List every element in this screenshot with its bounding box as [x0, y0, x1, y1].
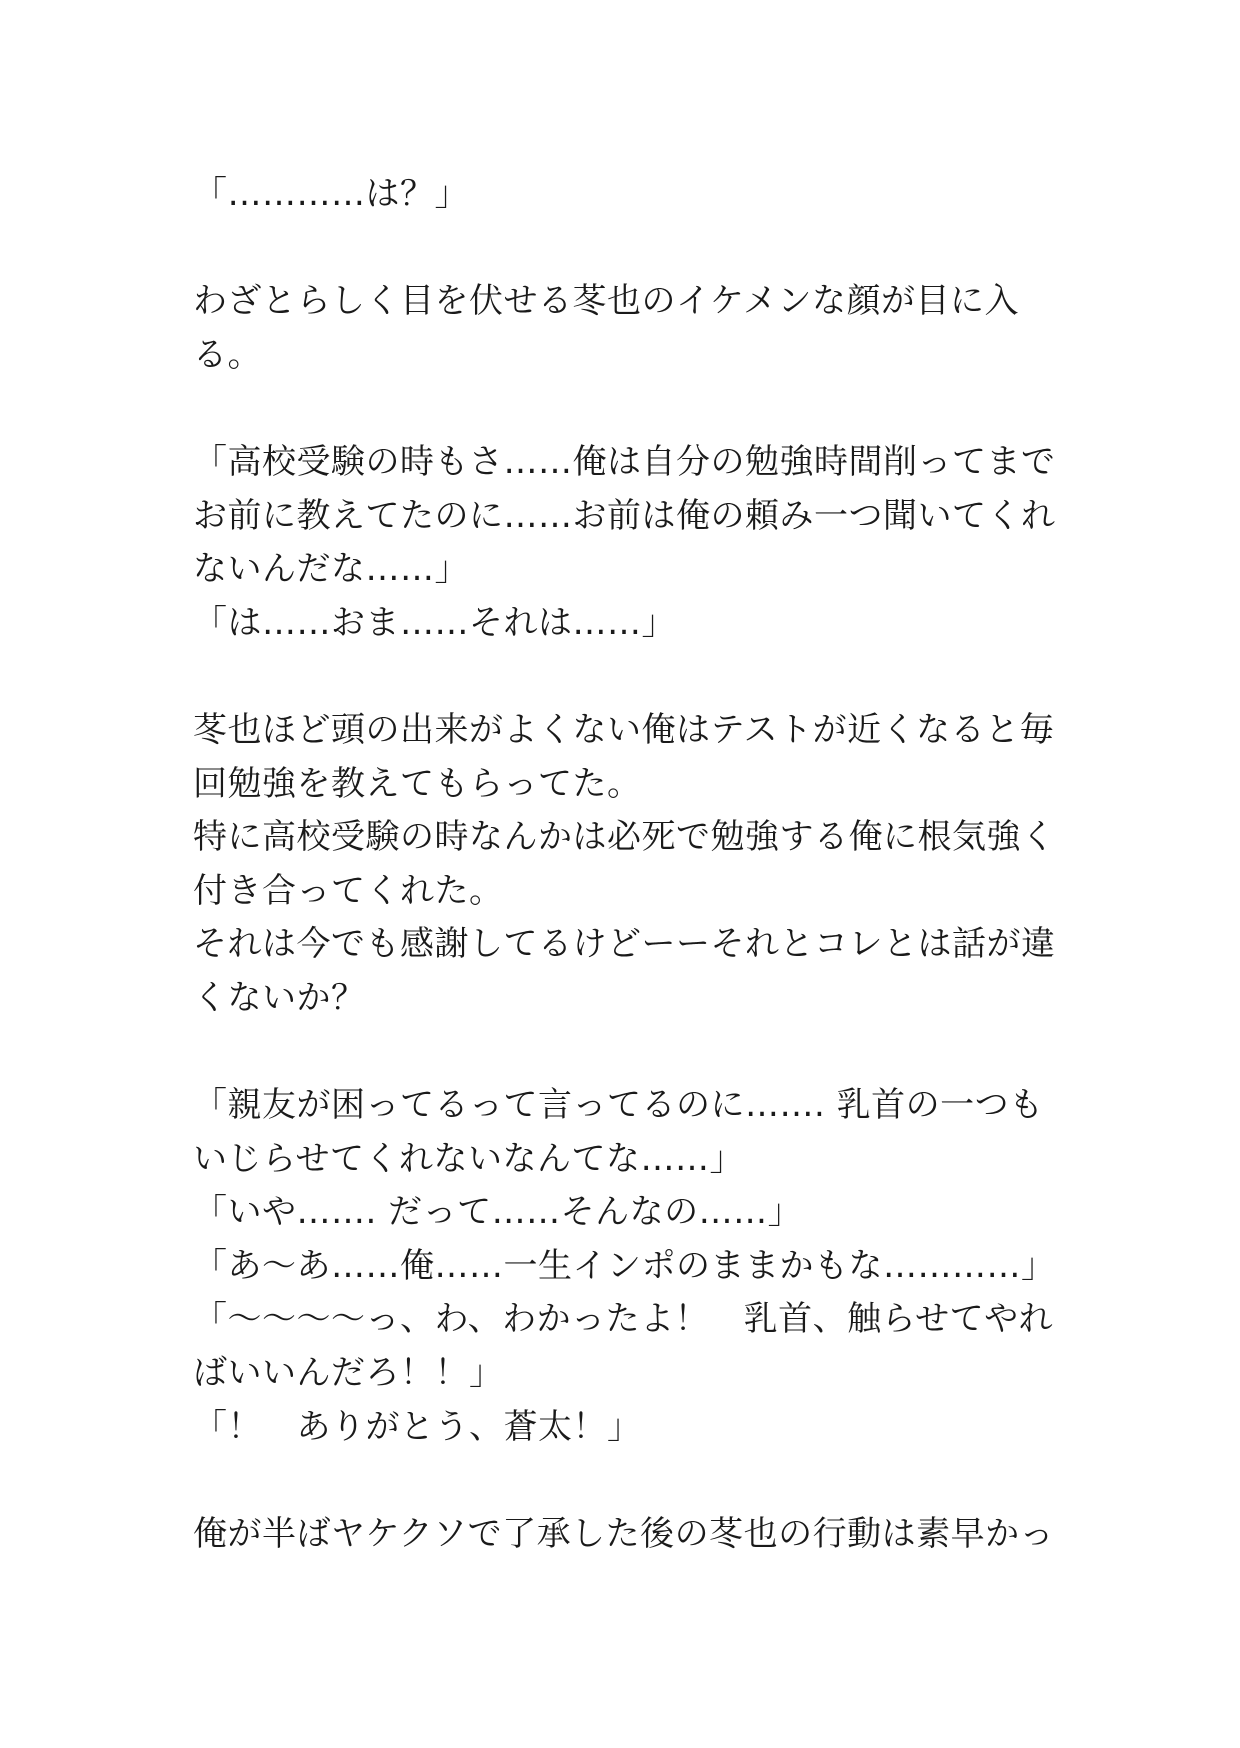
text-line: ないんだな……」 [193, 549, 469, 590]
text-line: わざとらしく目を伏せる苳也のイケメンな顔が目に入 [193, 281, 1019, 322]
text-line: 「あ〜あ……俺……一生インポのままかもな…………」 [193, 1245, 1056, 1286]
blank-line [193, 382, 1073, 436]
text-line: お前に教えてたのに……お前は俺の頼み一つ聞いてくれ [193, 495, 1056, 536]
text-line: 俺が半ばヤケクソで了承した後の苳也の行動は素早かっ [193, 1513, 1055, 1554]
text-line: 付き合ってくれた。 [193, 870, 504, 911]
document-body [193, 168, 1073, 1561]
text-line: 「高校受験の時もさ……俺は自分の勉強時間削ってまで [193, 441, 1056, 482]
text-line: くないか？ [193, 977, 366, 1018]
blank-line [193, 222, 1073, 276]
text-line: 「いや……. だって……そんなの……」 [193, 1192, 803, 1233]
blank-line [193, 1454, 1073, 1508]
text-line: 「〜〜〜〜っ、わ、わかったよ！ 乳首、触らせてやれ [193, 1299, 1054, 1340]
text-line: 「親友が困ってるって言ってるのに……. 乳首の一つも [193, 1085, 1044, 1126]
text-line: 「…………は？」 [193, 174, 469, 214]
text-line: いじらせてくれないなんてな……」 [193, 1138, 744, 1179]
text-line: ばいいんだろ！！」 [193, 1353, 504, 1394]
text-line: それは今でも感謝してるけどーーそれとコレとは話が違 [193, 924, 1056, 965]
text-line: 「！ ありがとう、蒼太！」 [193, 1406, 642, 1447]
text-line: 特に高校受験の時なんかは必死で勉強する俺に根気強く [193, 817, 1056, 858]
blank-line [193, 1026, 1073, 1080]
text-line: 苳也ほど頭の出来がよくない俺はテストが近くなると毎 [193, 709, 1055, 750]
text-line: 回勉強を教えてもらってた。 [193, 763, 642, 804]
text-line: 「は……おま……それは……」 [193, 602, 676, 643]
text-line: る。 [193, 334, 262, 375]
blank-line [193, 650, 1073, 704]
